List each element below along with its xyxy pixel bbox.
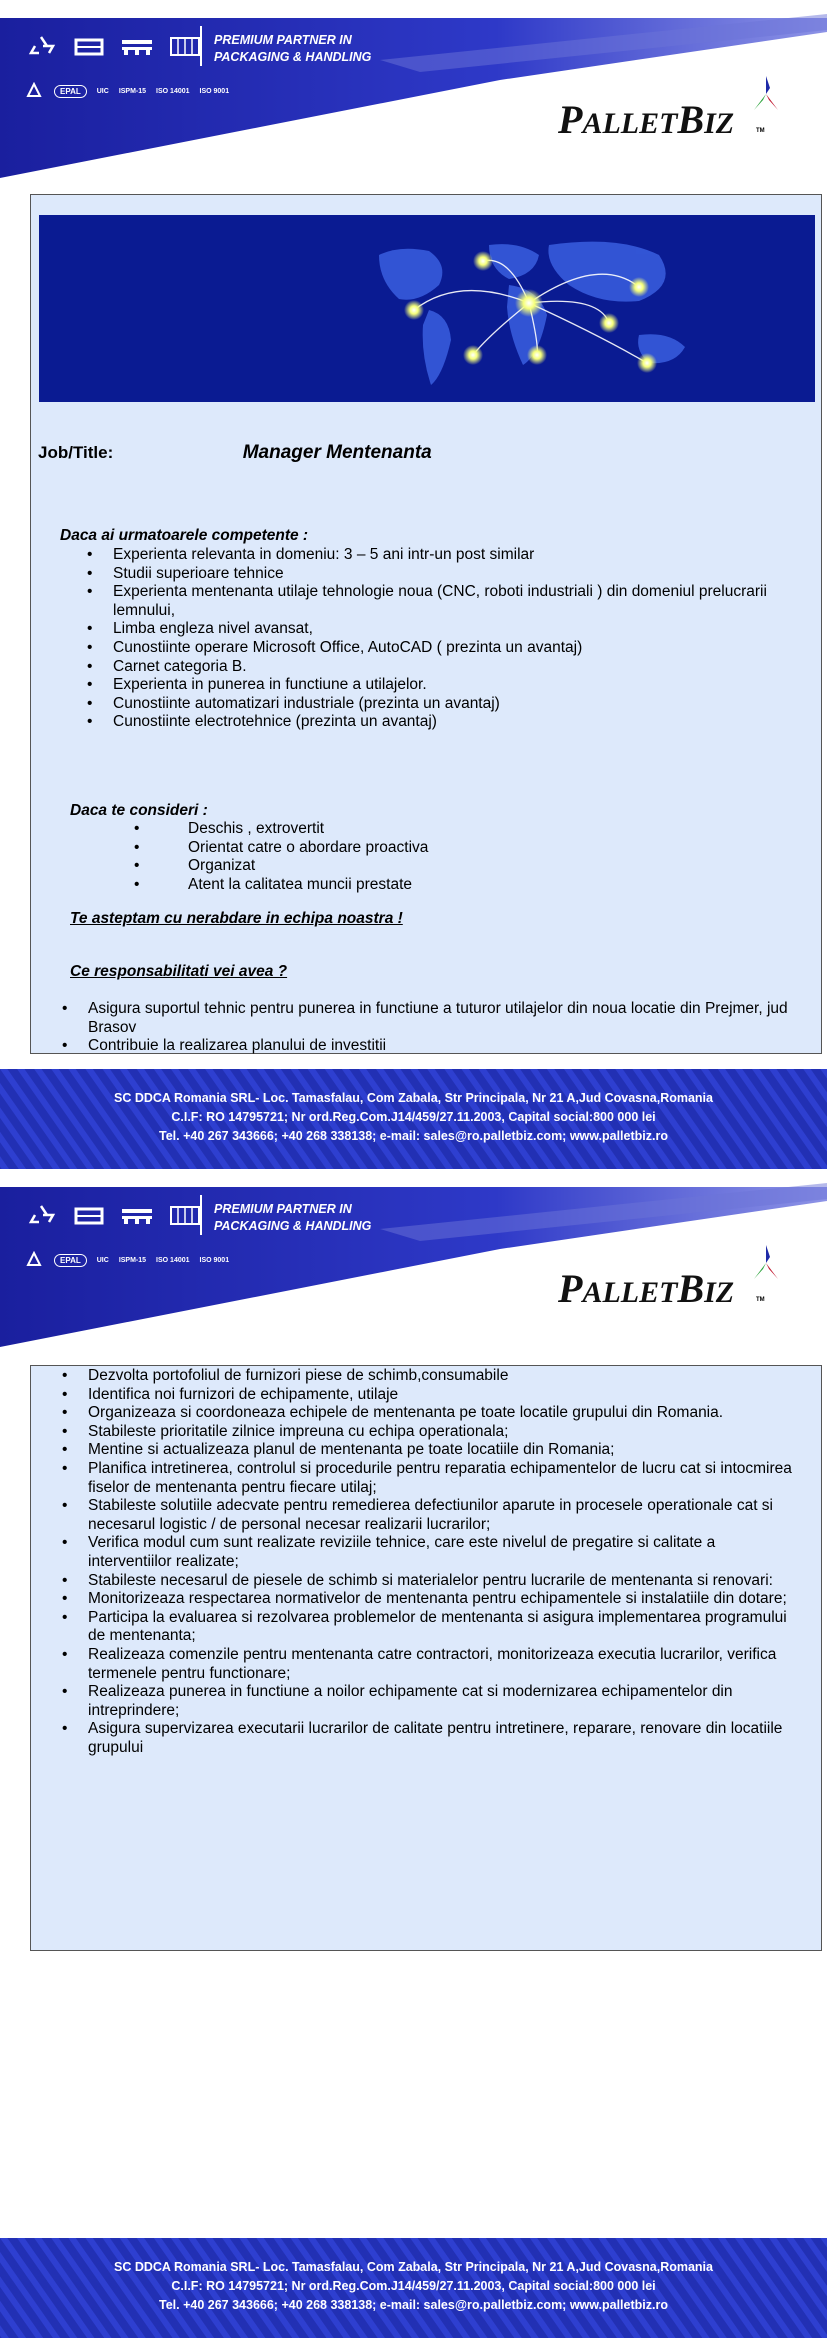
job-title-value: Manager Mentenanta: [242, 442, 432, 463]
list-item: • Participa la evaluarea si rezolvarea problemelor de mentenanta si asigura implementarea programului de mentenanta;: [88, 1609, 802, 1646]
cert-uic: UIC: [96, 1256, 109, 1264]
list-item: • Atent la calitatea muncii prestate: [188, 876, 688, 895]
list-item: • Monitorizeaza respectarea normativelor de mentenanta pentru echipamentele si instalatiile din dotare;: [88, 1590, 802, 1609]
tagline-line2: PACKAGING & HANDLING: [214, 50, 372, 64]
document-page-2: [0, 1169, 827, 2338]
list-item: • Mentine si actualizeaza planul de mentenanta pe toate locatiile din Romania;: [88, 1441, 802, 1460]
footer-line3: Tel. +40 267 343666; +40 268 338138; e-mail: sales@ro.palletbiz.com; www.palletbiz.ro: [159, 1129, 668, 1143]
job-title-row: [38, 442, 432, 464]
header-tagline: [214, 32, 371, 66]
crate-icon: [72, 1203, 106, 1227]
personality-heading: Daca te consideri :: [70, 802, 208, 819]
container-icon: [168, 1203, 202, 1227]
recycle-icon: [24, 1203, 58, 1227]
cert-ispm: ISPM-15: [118, 87, 147, 95]
responsibilities-list-page1: [88, 1000, 788, 1056]
responsibilities-list-page2: [88, 1367, 802, 1757]
list-item: • Organizeaza si coordoneaza echipele de mentenanta pe toate locatile grupului din Romania.: [88, 1404, 802, 1423]
certification-logos: [24, 1251, 229, 1269]
page-footer: [0, 2238, 827, 2338]
container-icon: [168, 34, 202, 58]
pallet-icon: [120, 1203, 154, 1227]
footer-line1: SC DDCA Romania SRL- Loc. Tamasfalau, Com Zabala, Str Principala, Nr 21 A,Jud Covasna,Romania: [114, 2260, 713, 2274]
list-item: • Cunostiinte operare Microsoft Office, AutoCAD ( prezinta un avantaj): [113, 639, 793, 658]
list-item: • Stabileste necesarul de piesele de schimb si materialelor pentru lucrarile de mentenanta si renovari:: [88, 1572, 802, 1591]
tagline-line1: PREMIUM PARTNER IN: [214, 33, 352, 47]
list-item: • Deschis , extrovertit: [188, 820, 688, 839]
logo-trademark: TM: [756, 1297, 765, 1303]
recycle-icon: [24, 34, 58, 58]
logo-trademark: TM: [756, 128, 765, 134]
header-icons: [24, 34, 202, 58]
list-item: • Cunostiinte automatizari industriale (prezinta un avantaj): [113, 695, 793, 714]
list-item: • Experienta in punerea in functiune a utilajelor.: [113, 676, 793, 695]
palletbiz-logo: PALLETBIZ: [558, 1266, 735, 1311]
world-network-banner: [39, 215, 815, 402]
responsibilities-heading: Ce responsabilitati vei avea ?: [70, 963, 288, 980]
header-tagline: [214, 1201, 371, 1235]
competences-list: [113, 546, 793, 732]
footer-text: [0, 2258, 827, 2315]
header-separator: [200, 26, 202, 66]
footer-line3: Tel. +40 267 343666; +40 268 338138; e-mail: sales@ro.palletbiz.com; www.palletbiz.ro: [159, 2298, 668, 2312]
pallet-icon: [120, 34, 154, 58]
cert-iso14001: ISO 14001: [156, 1256, 190, 1264]
competences-heading: Daca ai urmatoarele competente :: [60, 527, 309, 544]
tagline-line1: PREMIUM PARTNER IN: [214, 1202, 352, 1216]
cert-iso9001: ISO 9001: [199, 87, 230, 95]
list-item: • Orientat catre o abordare proactiva: [188, 839, 688, 858]
job-title-label: Job/Title:: [38, 443, 114, 462]
footer-line2: C.I.F: RO 14795721; Nr ord.Reg.Com.J14/459/27.11.2003, Capital social:800 000 lei: [171, 1110, 656, 1124]
page-header: [0, 1169, 827, 1354]
ippc-icon: [24, 1251, 44, 1269]
certification-logos: [24, 82, 229, 100]
list-item: • Cunostiinte electrotehnice (prezinta un avantaj): [113, 713, 793, 732]
logo-star-icon: [748, 76, 784, 112]
tagline-line2: PACKAGING & HANDLING: [214, 1219, 372, 1233]
list-item: • Asigura supervizarea executarii lucrarilor de calitate pentru intretinere, reparare, renovare din locatiile grupului: [88, 1720, 802, 1757]
list-item: • Realizeaza comenzile pentru mentenanta catre contractori, monitorizeaza executia lucrarilor, verifica termenele pentru functionare;: [88, 1646, 802, 1683]
list-item: • Realizeaza punerea in functiune a noilor echipamente cat si modernizarea echipamentelor din intreprindere;: [88, 1683, 802, 1720]
ippc-icon: [24, 82, 44, 100]
list-item: • Verifica modul cum sunt realizate reviziile tehnice, care este nivelul de pregatire si calitate a interventiilor realizate;: [88, 1534, 802, 1571]
list-item: • Experienta mentenanta utilaje tehnologie noua (CNC, roboti industriali ) din domeniul prelucrarii lemnului,: [113, 583, 793, 620]
cert-epal: EPAL: [54, 1254, 87, 1267]
list-item: • Organizat: [188, 857, 688, 876]
list-item: • Experienta relevanta in domeniu: 3 – 5 ani intr-un post similar: [113, 546, 793, 565]
cert-iso9001: ISO 9001: [199, 1256, 230, 1264]
list-item: • Dezvolta portofoliul de furnizori piese de schimb,consumabile: [88, 1367, 802, 1386]
logo-star-icon: [748, 1245, 784, 1281]
cert-iso14001: ISO 14001: [156, 87, 190, 95]
list-item: • Contribuie la realizarea planului de investitii: [88, 1037, 788, 1056]
list-item: • Studii superioare tehnice: [113, 565, 793, 584]
footer-text: [0, 1089, 827, 1146]
list-item: • Stabileste prioritatile zilnice impreuna cu echipa operationala;: [88, 1423, 802, 1442]
list-item: • Asigura suportul tehnic pentru punerea in functiune a tuturor utilajelor din noua locatie din Prejmer, jud Brasov: [88, 1000, 788, 1037]
footer-line2: C.I.F: RO 14795721; Nr ord.Reg.Com.J14/459/27.11.2003, Capital social:800 000 lei: [171, 2279, 656, 2293]
page-footer: [0, 1069, 827, 1169]
list-item: • Stabileste solutiile adecvate pentru remedierea defectiunilor aparute in procesele operationale cat si necesarul logistic / de personal necesar realizarii lucrarilor;: [88, 1497, 802, 1534]
list-item: • Identifica noi furnizori de echipamente, utilaje: [88, 1386, 802, 1405]
personality-list: [188, 820, 688, 894]
header-separator: [200, 1195, 202, 1235]
crate-icon: [72, 34, 106, 58]
list-item: • Planifica intretinerea, controlul si procedurile pentru reparatia echipamentelor de lucru cat si intocmirea fiselor de mentenanta pentru fiecare utilaj;: [88, 1460, 802, 1497]
header-icons: [24, 1203, 202, 1227]
cert-uic: UIC: [96, 87, 109, 95]
palletbiz-logo: PALLETBIZ: [558, 97, 735, 142]
list-item: • Limba engleza nivel avansat,: [113, 620, 793, 639]
footer-line1: SC DDCA Romania SRL- Loc. Tamasfalau, Com Zabala, Str Principala, Nr 21 A,Jud Covasna,Romania: [114, 1091, 713, 1105]
list-item: • Carnet categoria B.: [113, 658, 793, 677]
page-header: [0, 0, 827, 185]
cert-epal: EPAL: [54, 85, 87, 98]
cert-ispm: ISPM-15: [118, 1256, 147, 1264]
invite-text: Te asteptam cu nerabdare in echipa noastra !: [70, 910, 403, 927]
